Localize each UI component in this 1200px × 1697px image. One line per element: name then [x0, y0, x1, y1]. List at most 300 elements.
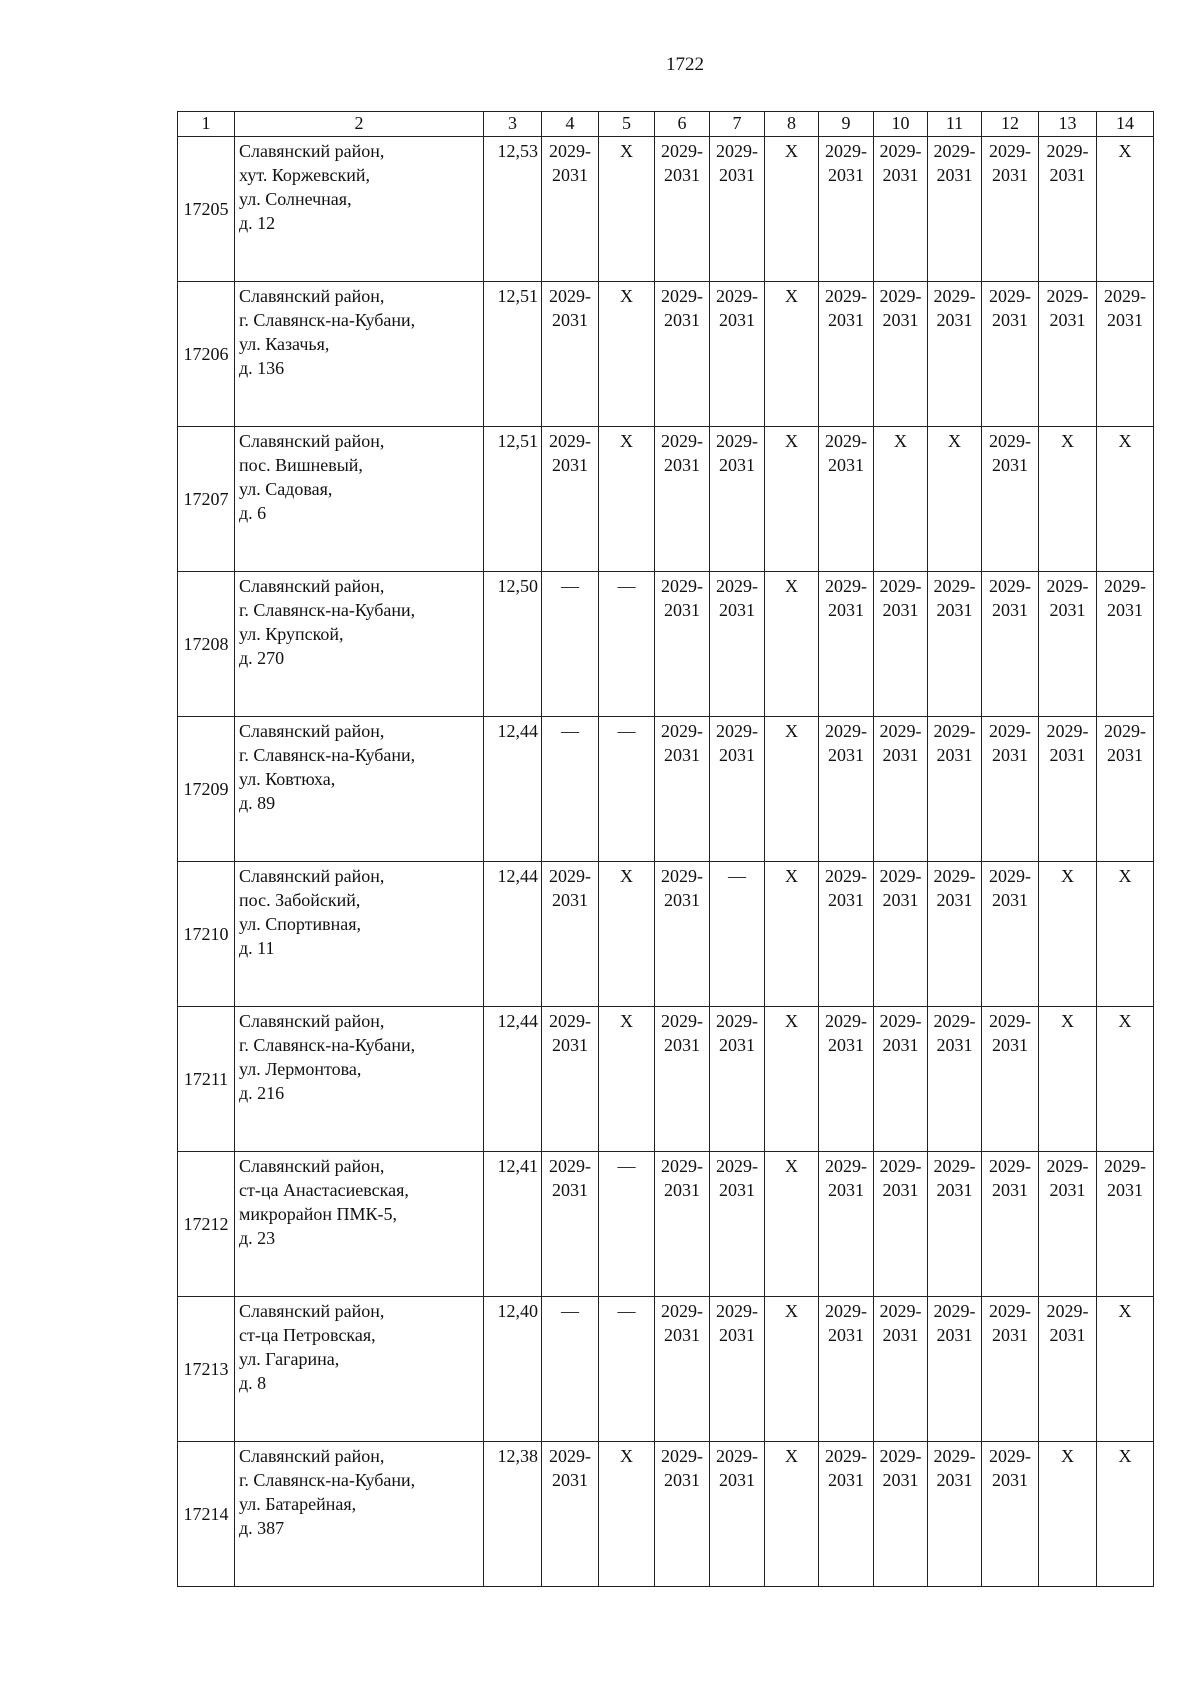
area-value: 12,51 — [484, 427, 542, 572]
period-start: 2029- — [879, 141, 922, 161]
period-cell — [874, 862, 928, 1007]
period-cell: X — [599, 862, 655, 1007]
period-cell — [710, 1297, 765, 1442]
address-line: д. 23 — [239, 1228, 276, 1248]
period-cell — [982, 1007, 1039, 1152]
period-cell — [819, 1007, 874, 1152]
period-cell — [819, 137, 874, 282]
period-start: 2029- — [989, 286, 1031, 306]
address-line: пос. Забойский, — [239, 890, 361, 910]
period-start: 2029- — [716, 1446, 758, 1466]
period-cell — [655, 1297, 710, 1442]
period-cell: X — [1097, 1297, 1154, 1442]
period-start: 2029- — [933, 721, 976, 741]
period-cell: — — [542, 717, 599, 862]
period-start: 2029- — [989, 1446, 1031, 1466]
period-cell — [819, 862, 874, 1007]
period-end: 2031 — [828, 600, 864, 620]
address-line: д. 270 — [239, 648, 285, 668]
period-start: 2029- — [989, 576, 1031, 596]
period-end: 2031 — [1049, 1325, 1086, 1345]
period-end: 2031 — [664, 310, 700, 330]
period-cell: X — [765, 862, 819, 1007]
address-line: д. 6 — [239, 503, 267, 523]
period-end: 2031 — [936, 890, 973, 910]
address-line: ул. Лермонтова, — [239, 1059, 362, 1079]
period-start: 2029- — [716, 141, 758, 161]
period-start: 2029- — [1046, 141, 1089, 161]
period-start: 2029- — [549, 1156, 591, 1176]
period-start: 2029- — [989, 431, 1031, 451]
address-line: хут. Коржевский, — [239, 165, 371, 185]
period-cell — [982, 1297, 1039, 1442]
period-end: 2031 — [719, 1180, 755, 1200]
period-cell — [710, 717, 765, 862]
address-line: Славянский район, — [239, 1156, 385, 1176]
period-cell: X — [1039, 1442, 1097, 1587]
period-cell — [928, 1442, 982, 1587]
table-row — [178, 137, 1154, 282]
column-header-3: 3 — [484, 112, 542, 137]
period-end: 2031 — [1107, 310, 1143, 330]
period-cell — [655, 1007, 710, 1152]
period-cell: X — [874, 427, 928, 572]
period-start: 2029- — [825, 576, 867, 596]
address-line: микрорайон ПМК-5, — [239, 1204, 398, 1224]
period-cell — [819, 1152, 874, 1297]
column-header-12: 12 — [982, 112, 1039, 137]
period-start: 2029- — [933, 141, 976, 161]
period-end: 2031 — [664, 600, 700, 620]
area-value: 12,38 — [484, 1442, 542, 1587]
period-start: 2029- — [661, 1446, 703, 1466]
period-cell — [655, 1442, 710, 1587]
column-header-11: 11 — [928, 112, 982, 137]
table-row — [178, 1007, 1154, 1152]
period-cell — [928, 282, 982, 427]
address-line: г. Славянск-на-Кубани, — [239, 600, 416, 620]
period-end: 2031 — [992, 745, 1028, 765]
period-cell: X — [1097, 1007, 1154, 1152]
period-end: 2031 — [664, 1325, 700, 1345]
period-end: 2031 — [1049, 310, 1086, 330]
column-header-13: 13 — [1039, 112, 1097, 137]
period-start: 2029- — [1046, 576, 1089, 596]
period-cell — [982, 717, 1039, 862]
period-cell: — — [599, 1297, 655, 1442]
period-end: 2031 — [882, 1035, 919, 1055]
period-start: 2029- — [989, 721, 1031, 741]
address-line: г. Славянск-на-Кубани, — [239, 310, 416, 330]
table-row — [178, 717, 1154, 862]
period-end: 2031 — [664, 1180, 700, 1200]
area-value: 12,44 — [484, 717, 542, 862]
period-start: 2029- — [879, 721, 922, 741]
area-value: 12,53 — [484, 137, 542, 282]
period-start: 2029- — [716, 576, 758, 596]
period-end: 2031 — [552, 1470, 588, 1490]
address-line: ул. Казачья, — [239, 334, 330, 354]
period-start: 2029- — [879, 286, 922, 306]
period-end: 2031 — [664, 890, 700, 910]
address-line: ул. Крупской, — [239, 624, 344, 644]
column-header-14: 14 — [1097, 112, 1154, 137]
period-end: 2031 — [828, 745, 864, 765]
period-end: 2031 — [1107, 745, 1143, 765]
period-cell — [874, 137, 928, 282]
period-end: 2031 — [719, 1325, 755, 1345]
period-start: 2029- — [661, 576, 703, 596]
address-cell — [235, 1442, 484, 1587]
period-cell — [928, 717, 982, 862]
period-cell — [928, 862, 982, 1007]
period-start: 2029- — [661, 286, 703, 306]
period-cell: X — [1097, 137, 1154, 282]
period-cell — [982, 1442, 1039, 1587]
period-end: 2031 — [882, 1325, 919, 1345]
period-cell — [982, 137, 1039, 282]
period-cell — [1039, 717, 1097, 862]
row-number: 17211 — [178, 1007, 235, 1152]
period-end: 2031 — [719, 310, 755, 330]
address-line: Славянский район, — [239, 286, 385, 306]
period-cell: X — [1097, 1442, 1154, 1587]
period-start: 2029- — [825, 1446, 867, 1466]
period-cell: — — [542, 1297, 599, 1442]
period-cell — [1097, 717, 1154, 862]
period-start: 2029- — [661, 1156, 703, 1176]
period-start: 2029- — [549, 141, 591, 161]
address-line: ул. Солнечная, — [239, 189, 352, 209]
period-start: 2029- — [879, 576, 922, 596]
address-line: ст-ца Петровская, — [239, 1325, 376, 1345]
address-line: ст-ца Анастасиевская, — [239, 1180, 409, 1200]
page-number: 1722 — [666, 54, 704, 75]
period-cell: X — [765, 1297, 819, 1442]
period-cell — [542, 137, 599, 282]
period-end: 2031 — [828, 455, 864, 475]
period-start: 2029- — [933, 576, 976, 596]
address-line: Славянский район, — [239, 721, 385, 741]
period-end: 2031 — [552, 455, 588, 475]
period-end: 2031 — [664, 165, 700, 185]
period-end: 2031 — [992, 1470, 1028, 1490]
column-header-7: 7 — [710, 112, 765, 137]
table-row — [178, 427, 1154, 572]
address-line: Славянский район, — [239, 1011, 385, 1031]
period-start: 2029- — [1104, 1156, 1146, 1176]
period-end: 2031 — [552, 165, 588, 185]
period-end: 2031 — [936, 1470, 973, 1490]
period-end: 2031 — [992, 890, 1028, 910]
period-end: 2031 — [1107, 1180, 1143, 1200]
period-cell — [655, 137, 710, 282]
period-end: 2031 — [882, 165, 919, 185]
row-number: 17212 — [178, 1152, 235, 1297]
period-start: 2029- — [1104, 576, 1146, 596]
period-cell: X — [765, 572, 819, 717]
address-line: г. Славянск-на-Кубани, — [239, 745, 416, 765]
column-header-5: 5 — [599, 112, 655, 137]
address-line: д. 89 — [239, 793, 276, 813]
period-start: 2029- — [933, 866, 976, 886]
period-end: 2031 — [992, 455, 1028, 475]
address-line: д. 8 — [239, 1373, 267, 1393]
period-cell: X — [765, 1007, 819, 1152]
address-line: Славянский район, — [239, 866, 385, 886]
address-line: д. 387 — [239, 1518, 285, 1538]
address-cell — [235, 572, 484, 717]
registry-table — [177, 111, 1154, 1587]
period-end: 2031 — [992, 1180, 1028, 1200]
period-cell — [655, 862, 710, 1007]
period-start: 2029- — [825, 866, 867, 886]
period-cell — [982, 572, 1039, 717]
period-start: 2029- — [989, 1301, 1031, 1321]
period-start: 2029- — [661, 721, 703, 741]
address-cell — [235, 862, 484, 1007]
period-cell — [819, 1297, 874, 1442]
period-cell — [928, 137, 982, 282]
period-cell: — — [599, 717, 655, 862]
period-cell — [819, 572, 874, 717]
period-start: 2029- — [933, 1446, 976, 1466]
table-row — [178, 862, 1154, 1007]
period-start: 2029- — [716, 286, 758, 306]
period-end: 2031 — [936, 600, 973, 620]
row-number: 17208 — [178, 572, 235, 717]
period-end: 2031 — [992, 310, 1028, 330]
table-row — [178, 282, 1154, 427]
period-cell — [1039, 1152, 1097, 1297]
period-cell — [874, 1297, 928, 1442]
area-value: 12,40 — [484, 1297, 542, 1442]
period-cell — [982, 1152, 1039, 1297]
period-cell — [1097, 572, 1154, 717]
period-cell — [928, 1152, 982, 1297]
period-end: 2031 — [936, 745, 973, 765]
period-cell: X — [765, 282, 819, 427]
period-start: 2029- — [549, 286, 591, 306]
address-cell — [235, 427, 484, 572]
period-end: 2031 — [992, 165, 1028, 185]
area-value: 12,44 — [484, 1007, 542, 1152]
period-cell — [655, 427, 710, 572]
period-cell: X — [599, 1007, 655, 1152]
period-start: 2029- — [933, 1301, 976, 1321]
period-start: 2029- — [716, 1301, 758, 1321]
period-cell: X — [765, 137, 819, 282]
period-end: 2031 — [719, 745, 755, 765]
period-end: 2031 — [719, 1035, 755, 1055]
period-start: 2029- — [1104, 286, 1146, 306]
period-cell — [542, 862, 599, 1007]
period-cell — [655, 1152, 710, 1297]
period-cell — [928, 1297, 982, 1442]
area-value: 12,41 — [484, 1152, 542, 1297]
address-line: ул. Садовая, — [239, 479, 333, 499]
period-cell: X — [765, 427, 819, 572]
period-cell — [982, 862, 1039, 1007]
period-end: 2031 — [828, 165, 864, 185]
period-cell — [819, 717, 874, 862]
period-cell — [1097, 282, 1154, 427]
period-start: 2029- — [989, 1011, 1031, 1031]
period-end: 2031 — [719, 600, 755, 620]
table-row — [178, 1152, 1154, 1297]
period-end: 2031 — [664, 1035, 700, 1055]
address-line: ул. Ковтюха, — [239, 769, 336, 789]
period-cell — [655, 572, 710, 717]
period-start: 2029- — [825, 141, 867, 161]
period-start: 2029- — [1046, 286, 1089, 306]
period-end: 2031 — [1049, 745, 1086, 765]
period-start: 2029- — [1046, 721, 1089, 741]
table-row — [178, 572, 1154, 717]
period-start: 2029- — [661, 866, 703, 886]
column-header-8: 8 — [765, 112, 819, 137]
period-end: 2031 — [882, 890, 919, 910]
period-start: 2029- — [989, 1156, 1031, 1176]
address-line: ул. Батарейная, — [239, 1494, 357, 1514]
period-end: 2031 — [992, 600, 1028, 620]
period-end: 2031 — [828, 1180, 864, 1200]
row-number: 17209 — [178, 717, 235, 862]
period-cell: X — [1039, 862, 1097, 1007]
period-start: 2029- — [661, 431, 703, 451]
table-row — [178, 1297, 1154, 1442]
period-cell: X — [599, 427, 655, 572]
period-end: 2031 — [1049, 600, 1086, 620]
period-end: 2031 — [828, 310, 864, 330]
period-cell — [1097, 1152, 1154, 1297]
period-end: 2031 — [882, 600, 919, 620]
period-cell: — — [710, 862, 765, 1007]
period-start: 2029- — [661, 141, 703, 161]
period-cell — [928, 572, 982, 717]
period-start: 2029- — [879, 1156, 922, 1176]
period-start: 2029- — [989, 141, 1031, 161]
address-line: Славянский район, — [239, 576, 385, 596]
column-header-4: 4 — [542, 112, 599, 137]
period-start: 2029- — [716, 1156, 758, 1176]
period-start: 2029- — [825, 1301, 867, 1321]
period-cell: X — [765, 717, 819, 862]
period-cell — [710, 1152, 765, 1297]
period-cell — [655, 717, 710, 862]
period-cell: X — [1039, 1007, 1097, 1152]
period-cell: X — [765, 1442, 819, 1587]
column-header-10: 10 — [874, 112, 928, 137]
address-cell — [235, 282, 484, 427]
period-cell — [874, 572, 928, 717]
period-cell: X — [599, 282, 655, 427]
period-cell — [874, 282, 928, 427]
period-cell — [982, 427, 1039, 572]
period-start: 2029- — [549, 1446, 591, 1466]
period-start: 2029- — [879, 866, 922, 886]
period-cell: — — [542, 572, 599, 717]
row-number: 17205 — [178, 137, 235, 282]
address-line: г. Славянск-на-Кубани, — [239, 1470, 416, 1490]
period-end: 2031 — [552, 1180, 588, 1200]
period-end: 2031 — [719, 165, 755, 185]
row-number: 17213 — [178, 1297, 235, 1442]
address-line: пос. Вишневый, — [239, 455, 363, 475]
period-cell — [874, 1152, 928, 1297]
period-start: 2029- — [1046, 1301, 1089, 1321]
period-cell — [1039, 1297, 1097, 1442]
period-cell — [542, 1442, 599, 1587]
period-end: 2031 — [552, 310, 588, 330]
period-cell — [542, 1152, 599, 1297]
period-cell — [542, 282, 599, 427]
period-start: 2029- — [549, 866, 591, 886]
period-cell — [710, 282, 765, 427]
period-end: 2031 — [936, 310, 973, 330]
period-end: 2031 — [992, 1325, 1028, 1345]
address-cell — [235, 717, 484, 862]
period-start: 2029- — [549, 1011, 591, 1031]
period-cell — [1039, 572, 1097, 717]
period-end: 2031 — [552, 1035, 588, 1055]
period-start: 2029- — [716, 431, 758, 451]
period-cell — [874, 1007, 928, 1152]
column-header-6: 6 — [655, 112, 710, 137]
period-end: 2031 — [882, 745, 919, 765]
address-line: г. Славянск-на-Кубани, — [239, 1035, 416, 1055]
period-cell: — — [599, 1152, 655, 1297]
period-start: 2029- — [716, 721, 758, 741]
period-end: 2031 — [828, 1325, 864, 1345]
period-start: 2029- — [825, 1156, 867, 1176]
address-line: ул. Спортивная, — [239, 914, 361, 934]
period-end: 2031 — [936, 1325, 973, 1345]
column-header-1: 1 — [178, 112, 235, 137]
period-end: 2031 — [882, 1470, 919, 1490]
period-end: 2031 — [664, 745, 700, 765]
period-end: 2031 — [1107, 600, 1143, 620]
period-start: 2029- — [879, 1301, 922, 1321]
period-cell: X — [928, 427, 982, 572]
area-value: 12,51 — [484, 282, 542, 427]
period-start: 2029- — [661, 1011, 703, 1031]
address-line: Славянский район, — [239, 141, 385, 161]
period-cell — [874, 1442, 928, 1587]
period-cell — [542, 1007, 599, 1152]
period-start: 2029- — [989, 866, 1031, 886]
area-value: 12,44 — [484, 862, 542, 1007]
period-end: 2031 — [936, 1180, 973, 1200]
period-cell: X — [1039, 427, 1097, 572]
address-line: д. 216 — [239, 1083, 285, 1103]
period-cell — [819, 282, 874, 427]
period-cell — [710, 1007, 765, 1152]
address-cell — [235, 1152, 484, 1297]
period-start: 2029- — [825, 286, 867, 306]
address-line: д. 11 — [239, 938, 275, 958]
period-cell — [542, 427, 599, 572]
period-end: 2031 — [828, 890, 864, 910]
period-end: 2031 — [828, 1470, 864, 1490]
address-cell — [235, 1007, 484, 1152]
period-start: 2029- — [716, 1011, 758, 1031]
period-start: 2029- — [933, 286, 976, 306]
address-cell — [235, 1297, 484, 1442]
period-end: 2031 — [936, 1035, 973, 1055]
period-start: 2029- — [661, 1301, 703, 1321]
period-cell: — — [599, 572, 655, 717]
